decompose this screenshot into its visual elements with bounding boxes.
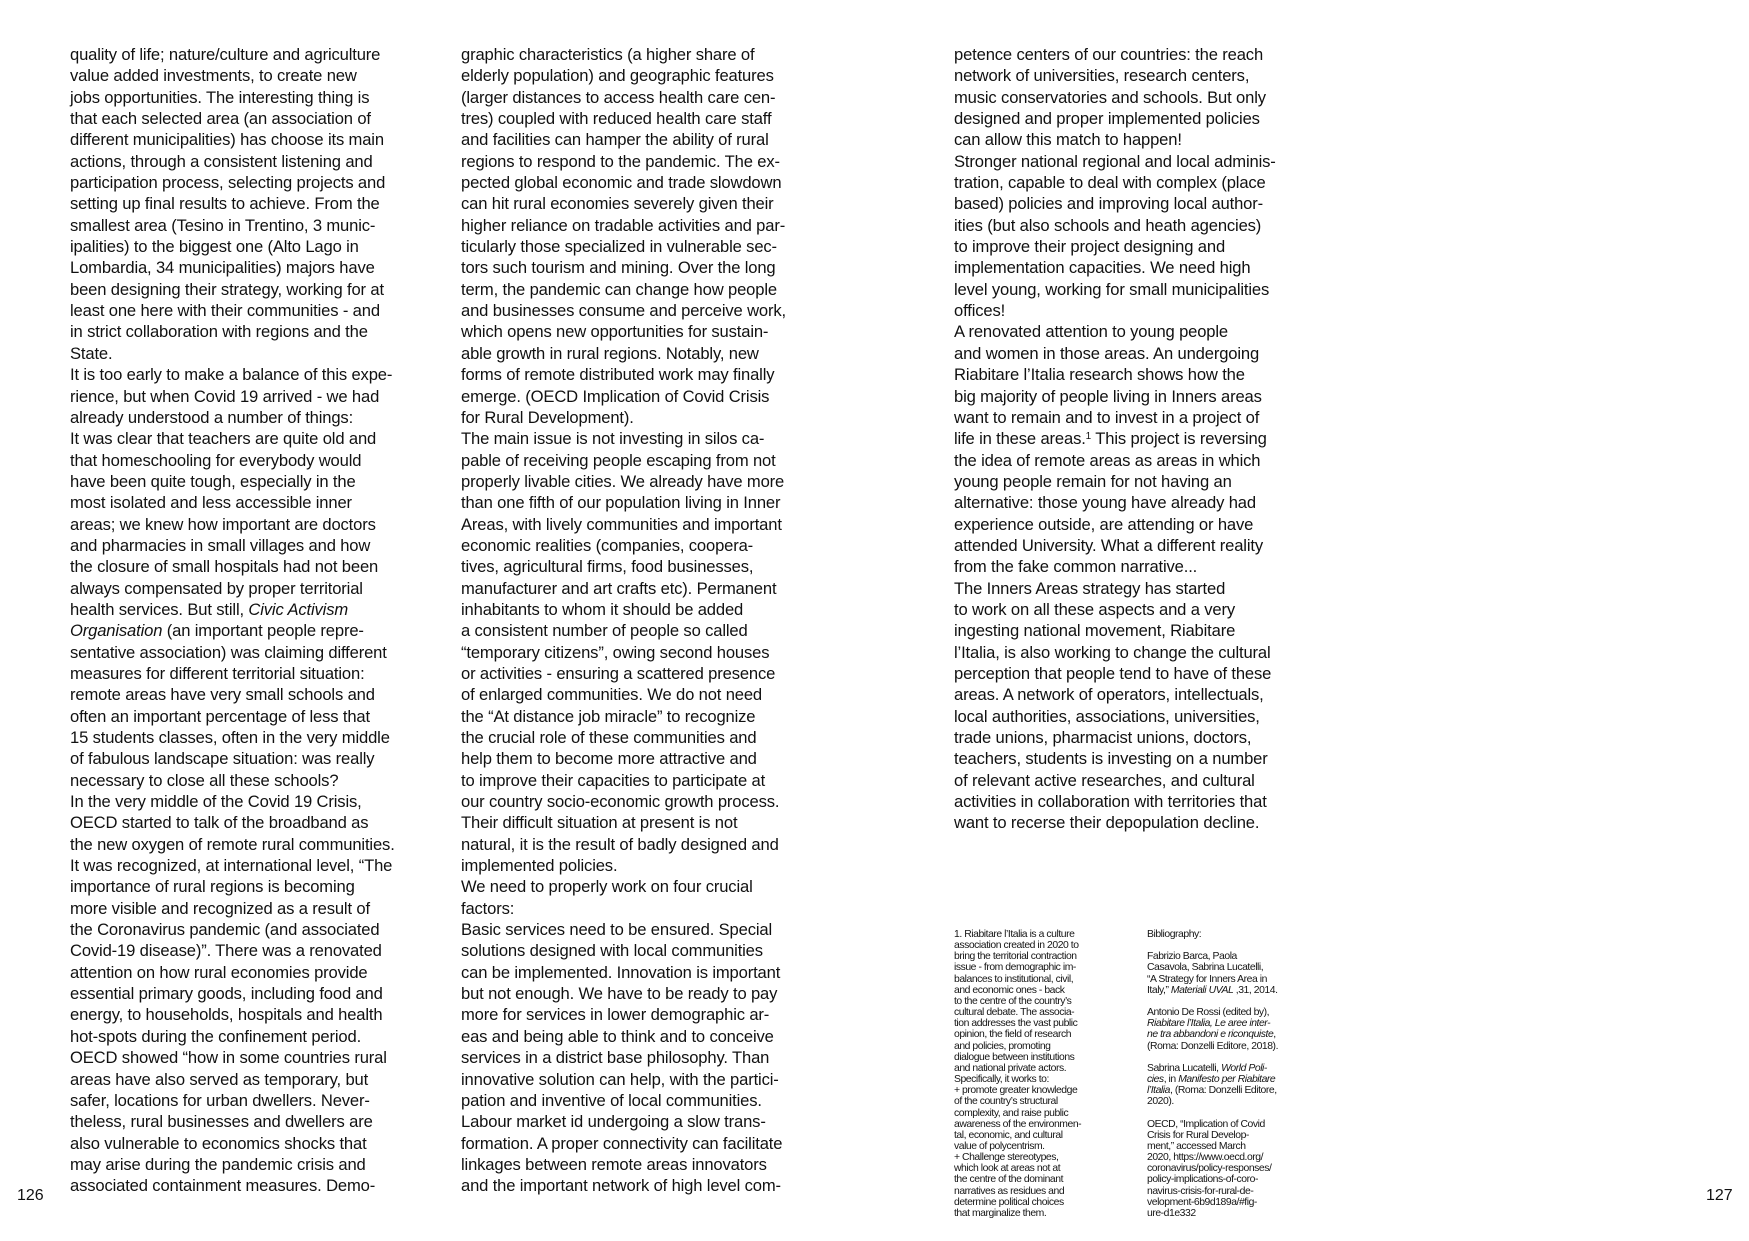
text-line: network of universities, research centers, bbox=[954, 66, 1250, 86]
text-line: attention on how rural economies provide bbox=[70, 962, 368, 982]
text-line: It is too early to make a balance of this expe- bbox=[70, 365, 393, 385]
text-line: OECD started to talk of the broadband as bbox=[70, 813, 369, 833]
text-line: factors: bbox=[461, 898, 515, 918]
text-line: to work on all these aspects and a very bbox=[954, 599, 1236, 619]
text-line: Stronger national regional and local adminis- bbox=[954, 151, 1276, 171]
text-line: teachers, students is investing on a number bbox=[954, 749, 1268, 769]
italic-title: Materiali UVAL bbox=[1170, 984, 1234, 996]
footnote-line: that marginalize them. bbox=[954, 1207, 1047, 1219]
text-line: A renovated attention to young people bbox=[954, 322, 1228, 342]
text-line: our country socio-economic growth process. bbox=[461, 792, 780, 812]
text-line: l’Italia, is also working to change the cultural bbox=[954, 642, 1271, 662]
text-line: (larger distances to access health care cen- bbox=[461, 87, 776, 107]
text-line: can be implemented. Innovation is important bbox=[461, 962, 781, 982]
text-line: areas; we knew how important are doctors bbox=[70, 514, 376, 534]
text-line: remote areas have very small schools and bbox=[70, 685, 375, 705]
text-line: services in a district base philosophy. Than bbox=[461, 1048, 770, 1068]
text-line: petence centers of our countries: the reach bbox=[954, 45, 1264, 64]
footnote-line: 1. Riabitare l’Italia is a culture bbox=[954, 929, 1075, 940]
text-line: actions, through a consistent listening and bbox=[70, 151, 373, 171]
text-line: want to recerse their depopulation decline. bbox=[954, 813, 1260, 833]
footnote-line: Specifically, it works to: bbox=[954, 1074, 1049, 1086]
footnote-line: + Challenge stereotypes, bbox=[954, 1152, 1059, 1164]
text-line: theless, rural businesses and dwellers are bbox=[70, 1112, 373, 1132]
text-line: different municipalities) has choose its main bbox=[70, 130, 384, 150]
text-line: emerge. (OECD Implication of Covid Crisis bbox=[461, 386, 770, 406]
text-line: ingesting national movement, Riabitare bbox=[954, 621, 1236, 641]
text-line: often an important percentage of less that bbox=[70, 706, 370, 726]
text-run: health services. But still, bbox=[70, 599, 249, 619]
text-line: and pharmacies in small villages and how bbox=[70, 535, 371, 555]
text-line: a consistent number of people so called bbox=[461, 621, 748, 641]
bibliography-line bbox=[1147, 1085, 1317, 1096]
text-line: rience, but when Covid 19 arrived - we had bbox=[70, 386, 380, 406]
text-line: smallest area (Tesino in Trentino, 3 munic- bbox=[70, 215, 376, 235]
footnote-line: to the centre of the country’s bbox=[954, 995, 1072, 1007]
footnote-line: value of polycentrism. bbox=[954, 1140, 1045, 1152]
italic-title: l’Italia bbox=[1147, 1085, 1170, 1097]
text-line: always compensated by proper territorial bbox=[70, 578, 363, 598]
footnote-line: and economic ones - back bbox=[954, 984, 1065, 996]
text-line: help them to become more attractive and bbox=[461, 749, 757, 769]
bibliography-line bbox=[1147, 1029, 1317, 1040]
text-line: music conservatories and schools. But only bbox=[954, 87, 1266, 107]
bibliography-line: ment,” accessed March bbox=[1147, 1140, 1246, 1152]
text-line: attended University. What a different reality bbox=[954, 535, 1263, 555]
bibliography-line: (Roma: Donzelli Editore, 2018). bbox=[1147, 1040, 1279, 1052]
text-line: based) policies and improving local author- bbox=[954, 194, 1264, 214]
text-line: hot-spots during the confinement period. bbox=[70, 1026, 362, 1046]
text-line: than one fifth of our population living in Inner bbox=[461, 493, 781, 513]
text-line: can allow this match to happen! bbox=[954, 130, 1182, 150]
text-column-right bbox=[954, 44, 1304, 834]
text-line bbox=[70, 599, 420, 620]
text-line: linkages between remote areas innovators bbox=[461, 1154, 767, 1174]
footnote-line: issue - from demographic im- bbox=[954, 962, 1076, 974]
footnote bbox=[954, 929, 1124, 1219]
text-line: in strict collaboration with regions and the bbox=[70, 322, 368, 342]
italic-title: World Poli- bbox=[1221, 1062, 1267, 1074]
text-line: Areas, with lively communities and important bbox=[461, 514, 782, 534]
text-line: natural, it is the result of badly designed and bbox=[461, 834, 779, 854]
text-line bbox=[70, 620, 420, 641]
text-run: , in bbox=[1163, 1073, 1179, 1085]
footnote-line: awareness of the environmen- bbox=[954, 1118, 1082, 1130]
text-line: and facilities can hamper the ability of rural bbox=[461, 130, 769, 150]
text-line: term, the pandemic can change how people bbox=[461, 279, 777, 299]
text-line: that homeschooling for everybody would bbox=[70, 450, 362, 470]
bibliography-link[interactable]: policy-implications-of-coro- bbox=[1147, 1174, 1258, 1186]
text-line: essential primary goods, including food and bbox=[70, 984, 383, 1004]
text-line: setting up final results to achieve. From the bbox=[70, 194, 380, 214]
footnote-line: complexity, and raise public bbox=[954, 1107, 1069, 1119]
text-line: Labour market id undergoing a slow trans- bbox=[461, 1112, 766, 1132]
text-line: inhabitants to whom it should be added bbox=[461, 599, 744, 619]
text-line: regions to respond to the pandemic. The ex- bbox=[461, 151, 780, 171]
text-run: , (Roma: Donzelli Editore, bbox=[1169, 1085, 1277, 1097]
text-line: the Coronavirus pandemic (and associated bbox=[70, 920, 380, 940]
text-line: ticularly those specialized in vulnerable sec- bbox=[461, 237, 777, 257]
text-line: that each selected area (an association of bbox=[70, 109, 371, 129]
text-line: solutions designed with local communities bbox=[461, 941, 763, 961]
text-line: “temporary citizens”, owing second houses bbox=[461, 642, 770, 662]
text-line: implementation capacities. We need high bbox=[954, 258, 1251, 278]
text-line: In the very middle of the Covid 19 Crisis, bbox=[70, 792, 362, 812]
text-line: tration, capable to deal with complex (place bbox=[954, 173, 1266, 193]
footnote-line: determine political choices bbox=[954, 1196, 1064, 1208]
text-run: ,31, 2014. bbox=[1233, 984, 1278, 996]
footnote-line: tion addresses the vast public bbox=[954, 1018, 1078, 1030]
text-line: designed and proper implemented policies bbox=[954, 109, 1260, 129]
text-line: energy, to households, hospitals and health bbox=[70, 1005, 383, 1025]
text-line: tres) coupled with reduced health care staff bbox=[461, 109, 772, 129]
text-line: The Inners Areas strategy has started bbox=[954, 578, 1226, 598]
text-line: Their difficult situation at present is not bbox=[461, 813, 738, 833]
footnote-line: dialogue between institutions bbox=[954, 1051, 1075, 1063]
text-line: implemented policies. bbox=[461, 856, 618, 876]
italic-title: cies bbox=[1147, 1073, 1164, 1085]
text-line: the idea of remote areas as areas in which bbox=[954, 450, 1261, 470]
footnote-reference[interactable]: 1 bbox=[1085, 431, 1092, 443]
text-line: Riabitare l’Italia research shows how the bbox=[954, 365, 1245, 385]
text-line: areas have also served as temporary, but bbox=[70, 1069, 369, 1089]
text-line: from the fake common narrative... bbox=[954, 557, 1198, 577]
text-line: able growth in rural regions. Notably, new bbox=[461, 343, 759, 363]
text-line: The main issue is not investing in silos ca- bbox=[461, 429, 765, 449]
bibliography-link[interactable]: coronavirus/policy-responses/ bbox=[1147, 1163, 1272, 1175]
text-line: ities (but also schools and heath agencies) bbox=[954, 215, 1262, 235]
text-line: tives, agricultural firms, food businesses, bbox=[461, 557, 754, 577]
bibliography-line: 2020, https://www.oecd.org/ bbox=[1147, 1152, 1264, 1164]
text-line: may arise during the pandemic crisis and bbox=[70, 1154, 366, 1174]
text-line: value added investments, to create new bbox=[70, 66, 357, 86]
bibliography-heading: Bibliography: bbox=[1147, 929, 1202, 940]
text-line: least one here with their communities - and bbox=[70, 301, 380, 321]
bibliography-line: Crisis for Rural Develop- bbox=[1147, 1129, 1249, 1141]
text-line: pected global economic and trade slowdown bbox=[461, 173, 782, 193]
text-line: also vulnerable to economics shocks that bbox=[70, 1133, 367, 1153]
bibliography-line: OECD, “Implication of Covid bbox=[1147, 1118, 1265, 1130]
text-line: young people remain for not having an bbox=[954, 471, 1232, 491]
footnote-line: of the country’s structural bbox=[954, 1096, 1058, 1108]
text-line: higher reliance on tradable activities and par- bbox=[461, 215, 786, 235]
text-line: more visible and recognized as a result of bbox=[70, 898, 370, 918]
text-line: have been quite tough, especially in the bbox=[70, 471, 356, 491]
text-line: 15 students classes, often in the very middle bbox=[70, 728, 390, 747]
text-line: measures for different territorial situation: bbox=[70, 663, 365, 683]
text-line: elderly population) and geographic features bbox=[461, 66, 774, 86]
text-line: local authorities, associations, universities, bbox=[954, 706, 1260, 726]
italic-title: Manifesto per Riabitare bbox=[1178, 1073, 1276, 1085]
bibliography-link[interactable]: navirus-crisis-for-rural-de- bbox=[1147, 1185, 1254, 1197]
bibliography-line bbox=[1147, 1063, 1317, 1074]
text-line: Basic services need to be ensured. Special bbox=[461, 920, 773, 940]
text-run: Italy,” bbox=[1147, 984, 1171, 996]
text-line: We need to properly work on four crucial bbox=[461, 877, 753, 897]
text-line: Lombardia, 34 municipalities) majors have bbox=[70, 258, 375, 278]
text-run: (an important people repre- bbox=[162, 621, 364, 641]
text-line: tors such tourism and mining. Over the long bbox=[461, 258, 776, 278]
footnote-line: and policies, promoting bbox=[954, 1040, 1051, 1052]
text-line: already understood a number of things: bbox=[70, 407, 354, 427]
text-line: pation and inventive of local communities. bbox=[461, 1090, 762, 1110]
bibliography bbox=[1147, 929, 1317, 1219]
text-line: perception that people tend to have of these bbox=[954, 663, 1272, 683]
text-line: necessary to close all these schools? bbox=[70, 770, 339, 790]
text-line: jobs opportunities. The interesting thing is bbox=[70, 87, 370, 107]
text-line: economic realities (companies, coopera- bbox=[461, 535, 754, 555]
text-line: Covid-19 disease)”. There was a renovated bbox=[70, 941, 382, 961]
text-line: but not enough. We have to be ready to pay bbox=[461, 984, 778, 1004]
text-line: of enlarged communities. We do not need bbox=[461, 685, 763, 705]
text-line: more for services in lower demographic ar- bbox=[461, 1005, 770, 1025]
footnote-line: which look at areas not at bbox=[954, 1163, 1061, 1175]
footnote-line: + promote greater knowledge bbox=[954, 1085, 1078, 1097]
text-line: graphic characteristics (a higher share of bbox=[461, 45, 755, 64]
bibliography-line: Fabrizio Barca, Paola bbox=[1147, 951, 1237, 963]
text-line: been designing their strategy, working for at bbox=[70, 279, 384, 299]
text-line: activities in collaboration with territories that bbox=[954, 792, 1267, 812]
text-line: or activities - ensuring a scattered presence bbox=[461, 663, 776, 683]
bibliography-line: “A Strategy for Inners Area in bbox=[1147, 973, 1267, 985]
text-line: properly livable cities. We already have more bbox=[461, 471, 785, 491]
text-line: big majority of people living in Inners areas bbox=[954, 386, 1262, 406]
text-line: the closure of small hospitals had not been bbox=[70, 557, 379, 577]
bibliography-line: Casavola, Sabrina Lucatelli, bbox=[1147, 962, 1264, 974]
italic-title: ne tra abbandoni e riconquiste bbox=[1147, 1029, 1274, 1041]
text-run: , bbox=[1273, 1029, 1276, 1041]
footnote-line: balances to institutional, civil, bbox=[954, 973, 1074, 985]
page-number-right: 127 bbox=[1706, 1187, 1733, 1204]
footnote-line: opinion, the field of research bbox=[954, 1029, 1072, 1041]
text-line: alternative: those young have already had bbox=[954, 493, 1256, 513]
text-line: offices! bbox=[954, 301, 1006, 321]
text-line: to improve their capacities to participate at bbox=[461, 770, 766, 790]
text-line: which opens new opportunities for sustain- bbox=[461, 322, 769, 342]
bibliography-line bbox=[1147, 1074, 1317, 1085]
footnote-line: and national private actors. bbox=[954, 1062, 1067, 1074]
bibliography-line: 2020). bbox=[1147, 1096, 1174, 1108]
text-line: It was clear that teachers are quite old and bbox=[70, 429, 377, 449]
text-line: innovative solution can help, with the partici- bbox=[461, 1069, 779, 1089]
text-line bbox=[954, 428, 1304, 449]
text-run: life in these areas. bbox=[954, 429, 1086, 449]
text-line: formation. A proper connectivity can facilitate bbox=[461, 1133, 783, 1153]
bibliography-line bbox=[1147, 1018, 1317, 1029]
text-line: areas. A network of operators, intellectuals, bbox=[954, 685, 1264, 705]
text-line: manufacturer and art crafts etc). Permanent bbox=[461, 578, 777, 598]
italic-term: Organisation bbox=[70, 621, 163, 641]
footnote-line: tal, economic, and cultural bbox=[954, 1129, 1063, 1141]
page-number-left: 126 bbox=[17, 1187, 44, 1204]
text-column-left bbox=[70, 44, 420, 1197]
text-run: This project is reversing bbox=[1091, 429, 1267, 449]
italic-term: Civic Activism bbox=[248, 599, 349, 619]
text-line: of relevant active researches, and cultural bbox=[954, 770, 1255, 790]
text-line: to improve their project designing and bbox=[954, 237, 1226, 257]
text-line: OECD showed “how in some countries rural bbox=[70, 1048, 387, 1068]
text-line: experience outside, are attending or have bbox=[954, 514, 1254, 534]
footnote-line: the centre of the dominant bbox=[954, 1174, 1064, 1186]
footnote-line: association created in 2020 to bbox=[954, 940, 1079, 952]
text-line: participation process, selecting projects and bbox=[70, 173, 386, 193]
text-line: trade unions, pharmacist unions, doctors, bbox=[954, 728, 1252, 747]
bibliography-line bbox=[1147, 985, 1317, 996]
text-line: sentative association) was claiming different bbox=[70, 642, 387, 662]
text-line: and women in those areas. An undergoing bbox=[954, 343, 1260, 363]
text-line: for Rural Development). bbox=[461, 407, 634, 427]
text-line: forms of remote distributed work may finally bbox=[461, 365, 775, 385]
text-line: associated containment measures. Demo- bbox=[70, 1176, 376, 1196]
text-line: the new oxygen of remote rural communities. bbox=[70, 834, 395, 854]
text-line: eas and being able to think and to conceive bbox=[461, 1026, 774, 1046]
text-run: Sabrina Lucatelli, bbox=[1147, 1062, 1222, 1074]
text-line: pable of receiving people escaping from not bbox=[461, 450, 776, 470]
text-line: ipalities) to the biggest one (Alto Lago in bbox=[70, 237, 359, 257]
text-line: want to remain and to invest in a project of bbox=[954, 407, 1260, 427]
text-line: most isolated and less accessible inner bbox=[70, 493, 352, 513]
text-line: of fabulous landscape situation: was really bbox=[70, 749, 375, 769]
text-column-middle bbox=[461, 44, 811, 1197]
bibliography-line: Antonio De Rossi (edited by), bbox=[1147, 1007, 1270, 1019]
text-line: State. bbox=[70, 343, 113, 363]
text-line: level young, working for small municipalities bbox=[954, 279, 1270, 299]
text-line: the “At distance job miracle” to recognize bbox=[461, 706, 756, 726]
text-line: can hit rural economies severely given their bbox=[461, 194, 774, 214]
text-line: the crucial role of these communities and bbox=[461, 728, 757, 747]
text-line: It was recognized, at international level, “The bbox=[70, 856, 393, 876]
bibliography-link[interactable]: ure-d1e332 bbox=[1147, 1207, 1196, 1219]
italic-title: Riabitare l’Italia, Le aree inter- bbox=[1147, 1018, 1271, 1030]
footnote-line: narratives as residues and bbox=[954, 1185, 1065, 1197]
footnote-line: bring the territorial contraction bbox=[954, 951, 1077, 963]
text-line: safer, locations for urban dwellers. Never- bbox=[70, 1090, 370, 1110]
text-line: and businesses consume and perceive work, bbox=[461, 301, 786, 321]
text-line: quality of life; nature/culture and agriculture bbox=[70, 45, 381, 64]
text-line: importance of rural regions is becoming bbox=[70, 877, 355, 897]
footnote-line: cultural debate. The associa- bbox=[954, 1007, 1075, 1019]
bibliography-link[interactable]: velopment-6b9d189a/#fig- bbox=[1147, 1196, 1257, 1208]
text-line: and the important network of high level com- bbox=[461, 1176, 781, 1196]
